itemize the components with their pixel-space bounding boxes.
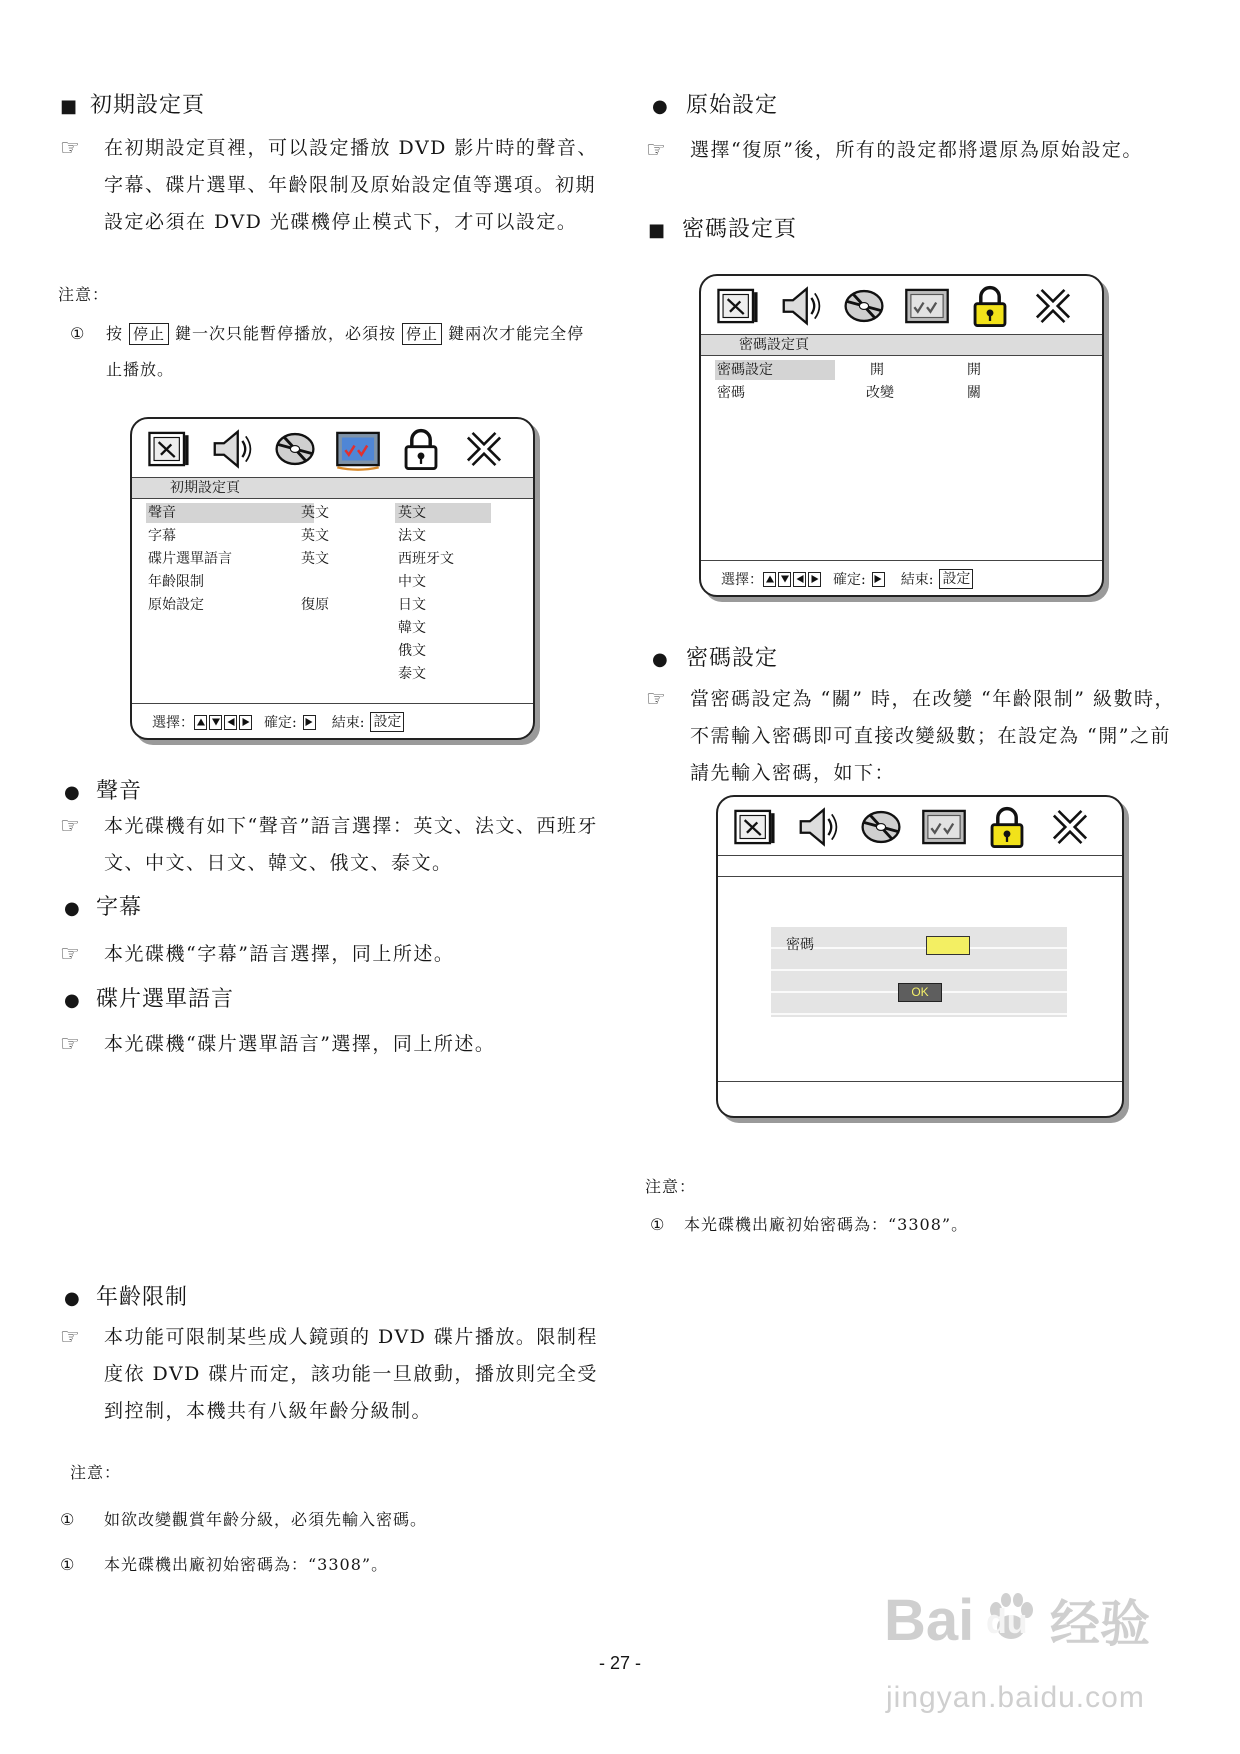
default-paragraph: 選擇“復原”後，所有的設定都將還原為原始設定。 [690, 139, 1143, 161]
footer-select-label: 選擇： [152, 715, 194, 731]
square-bullet: ■ [60, 96, 78, 117]
menu-title-bar [701, 334, 1102, 356]
footer-exit-label: 結束: [331, 715, 365, 731]
menu-row-value: 英文 [301, 528, 329, 544]
footer-confirm-label: 確定: [833, 572, 866, 588]
menu-title-bar [132, 477, 533, 499]
menu-option[interactable]: 中文 [398, 574, 426, 590]
password-note-1: 本光碟機出廠初始密碼為：“3308”。 [684, 1215, 969, 1234]
stop-key: 停止 [402, 323, 442, 345]
password-heading: 密碼設定 [686, 646, 779, 671]
subtitle-paragraph: 本光碟機“字幕”語言選擇，同上所述。 [104, 943, 455, 965]
page-number: - 27 - [598, 1653, 641, 1673]
dot-bullet: ● [64, 1288, 80, 1309]
play-key-icon [303, 715, 316, 730]
menu-row-label[interactable]: 字幕 [148, 528, 176, 544]
note-label: 注意： [58, 285, 110, 304]
setup-key: 設定 [939, 569, 973, 589]
preference-setup-icon[interactable] [921, 804, 967, 850]
watermark-product: 经验 [1050, 1595, 1150, 1653]
audio-paragraph: 本光碟機有如下“聲音”語言選擇：英文、法文、西班牙文、中文、日文、韓文、俄文、泰文。 [104, 815, 598, 874]
pointing-hand-icon: ☞ [646, 687, 666, 712]
menu-icon-row [146, 426, 507, 472]
password-setup-icon[interactable] [398, 426, 444, 472]
section-heading-general: 初期設定頁 [90, 93, 206, 118]
password-setup-icon[interactable] [984, 804, 1030, 850]
setup-key: 設定 [370, 712, 404, 732]
subtitle-heading: 字幕 [96, 895, 143, 920]
menu-footer-divider [132, 703, 533, 704]
parental-note-1: 如欲改變觀賞年齡分級，必須先輸入密碼。 [104, 1510, 428, 1529]
play-key-icon [872, 572, 885, 587]
pointing-hand-icon: ☞ [60, 1325, 80, 1350]
video-setup-icon[interactable] [858, 804, 904, 850]
dot-bullet: ● [64, 990, 80, 1011]
menu-row-value: 開 [870, 362, 884, 378]
video-setup-icon[interactable] [841, 283, 887, 329]
note-number: ① [650, 1215, 665, 1234]
general-intro-paragraph: 在初期設定頁裡，可以設定播放 DVD 影片時的聲音、字幕、碟片選單、年齡限制及原始設定值等選項。初期設定必須在 DVD 光碟機停止模式下，才可以設定。 [104, 137, 598, 233]
left-arrow-key-icon [224, 715, 237, 730]
menu-option[interactable]: 英文 [398, 505, 426, 521]
stop-key-note [106, 316, 600, 388]
ok-button[interactable]: OK [898, 983, 942, 1002]
menu-row-value: 英文 [301, 505, 329, 521]
stop-key: 停止 [129, 323, 169, 345]
audio-setup-icon[interactable] [209, 426, 255, 472]
disc-menu-heading: 碟片選單語言 [96, 987, 235, 1012]
square-bullet: ■ [648, 220, 666, 241]
menu-footer-divider [718, 1081, 1122, 1082]
exit-icon[interactable] [1030, 283, 1076, 329]
menu-footer [721, 568, 973, 590]
default-heading: 原始設定 [686, 93, 779, 118]
watermark-url: jingyan.baidu.com [886, 1681, 1145, 1714]
menu-option[interactable]: 法文 [398, 528, 426, 544]
audio-heading: 聲音 [96, 779, 143, 804]
section-heading-password: 密碼設定頁 [682, 217, 798, 242]
note-number: ① [60, 1555, 75, 1574]
menu-title: 初期設定頁 [170, 480, 240, 496]
note-text-mid: 鍵一次只能暫停播放，必須按 [175, 324, 397, 343]
down-arrow-key-icon [778, 572, 791, 587]
password-entry-menu [716, 795, 1124, 1118]
menu-icon-row [715, 283, 1076, 329]
general-setup-icon[interactable] [715, 283, 761, 329]
footer-exit-label: 結束: [900, 572, 934, 588]
exit-icon[interactable] [461, 426, 507, 472]
menu-title: 密碼設定頁 [739, 337, 809, 353]
note-text-pre: 按 [106, 324, 124, 343]
password-setup-menu [699, 274, 1104, 597]
menu-option[interactable]: 西班牙文 [398, 551, 454, 567]
menu-option[interactable]: 關 [967, 385, 981, 401]
dot-bullet: ● [64, 782, 80, 803]
menu-option[interactable]: 開 [967, 362, 981, 378]
preference-setup-icon[interactable] [904, 283, 950, 329]
menu-row-label[interactable]: 原始設定 [148, 597, 204, 613]
password-input[interactable] [926, 936, 970, 955]
parental-heading: 年齡限制 [96, 1285, 189, 1310]
menu-row-value: 復原 [301, 597, 329, 613]
audio-setup-icon[interactable] [778, 283, 824, 329]
menu-row-label[interactable]: 聲音 [148, 505, 176, 521]
pointing-hand-icon: ☞ [60, 942, 80, 967]
menu-row-label[interactable]: 密碼設定 [717, 362, 773, 378]
right-arrow-key-icon [239, 715, 252, 730]
up-arrow-key-icon [194, 715, 207, 730]
menu-option[interactable]: 泰文 [398, 666, 426, 682]
dot-bullet: ● [64, 898, 80, 919]
pointing-hand-icon: ☞ [60, 136, 80, 161]
dot-bullet: ● [652, 96, 668, 117]
menu-title-bar [718, 855, 1122, 877]
menu-option[interactable]: 韓文 [398, 620, 426, 636]
general-setup-icon[interactable] [146, 426, 192, 472]
parental-note-2: 本光碟機出廠初始密碼為：“3308”。 [104, 1555, 389, 1574]
exit-icon[interactable] [1047, 804, 1093, 850]
preference-setup-icon[interactable] [335, 426, 381, 472]
note-text-post: 鍵兩次才能完全停止播放。 [106, 324, 585, 379]
pointing-hand-icon: ☞ [60, 1032, 80, 1057]
right-arrow-key-icon [808, 572, 821, 587]
menu-option[interactable]: 日文 [398, 597, 426, 613]
video-setup-icon[interactable] [272, 426, 318, 472]
pointing-hand-icon: ☞ [60, 814, 80, 839]
note-label: 注意： [70, 1463, 122, 1482]
note-number: ① [70, 324, 85, 343]
menu-option[interactable]: 俄文 [398, 643, 426, 659]
footer-select-label: 選擇： [721, 572, 763, 588]
menu-footer [152, 711, 404, 733]
note-number: ① [60, 1510, 75, 1529]
parental-paragraph: 本功能可限制某些成人鏡頭的 DVD 碟片播放。限制程度依 DVD 碟片而定，該功能一旦啟動，播放則完全受到控制，本機共有八級年齡分級制。 [104, 1326, 598, 1422]
watermark-brand-left: Bai [884, 1588, 975, 1653]
password-dialog-panel [771, 927, 1067, 1017]
watermark-brand-right: du [986, 1603, 1028, 1641]
password-setup-icon[interactable] [967, 283, 1013, 329]
password-field-label: 密碼 [786, 937, 814, 953]
menu-row-label[interactable]: 年齡限制 [148, 574, 204, 590]
dot-bullet: ● [652, 649, 668, 670]
general-setup-menu [130, 417, 535, 740]
menu-footer-divider [701, 560, 1102, 561]
up-arrow-key-icon [763, 572, 776, 587]
note-label: 注意： [645, 1177, 697, 1196]
audio-setup-icon[interactable] [795, 804, 841, 850]
menu-icon-row [732, 804, 1093, 850]
general-setup-icon[interactable] [732, 804, 778, 850]
password-paragraph: 當密碼設定為 “關” 時，在改變 “年齡限制” 級數時，不需輸入密碼即可直接改變級數；在設定為 “開”之前請先輸入密碼，如下： [690, 688, 1176, 784]
menu-row-label[interactable]: 碟片選單語言 [148, 551, 232, 567]
menu-row-label[interactable]: 密碼 [717, 385, 745, 401]
menu-row-value: 英文 [301, 551, 329, 567]
pointing-hand-icon: ☞ [646, 138, 666, 163]
left-arrow-key-icon [793, 572, 806, 587]
down-arrow-key-icon [209, 715, 222, 730]
footer-confirm-label: 確定: [264, 715, 297, 731]
baidu-jingyan-watermark [884, 1588, 1180, 1723]
menu-row-value: 改變 [866, 385, 894, 401]
disc-menu-paragraph: 本光碟機“碟片選單語言”選擇，同上所述。 [104, 1033, 496, 1055]
